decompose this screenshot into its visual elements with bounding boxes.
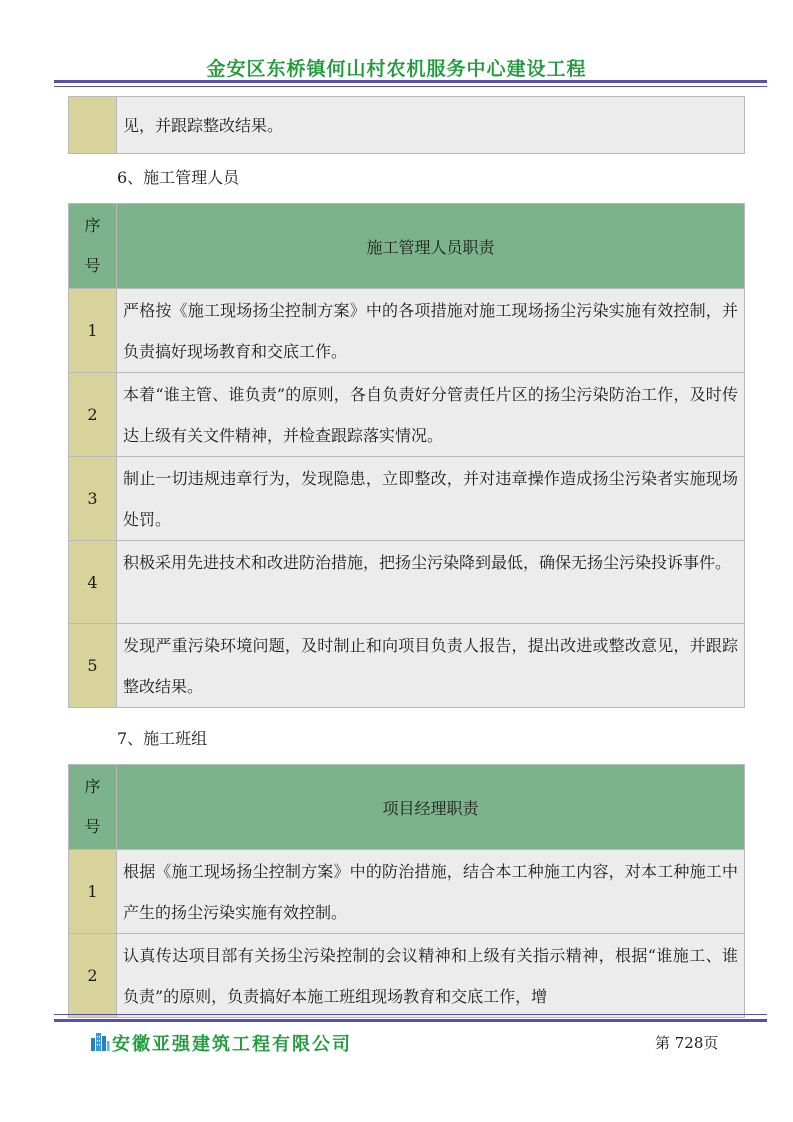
header-number-char-1: 序 — [84, 216, 101, 235]
building-logo-icon — [90, 1030, 110, 1052]
table-row — [69, 541, 745, 624]
header-rule-thick — [54, 80, 767, 83]
row-text: 根据《施工现场扬尘控制方案》中的防治措施，结合本工种施工内容，对本工种施工中产生的扬尘污染实施有效控制。 — [117, 850, 745, 934]
header-number-cell — [69, 765, 117, 850]
footer-company-name: 安徽亚强建筑工程有限公司 — [112, 1034, 352, 1055]
table-row — [69, 457, 745, 541]
header-title-cell: 项目经理职责 — [117, 765, 745, 850]
section-heading-6: 6、施工管理人员 — [117, 168, 240, 187]
row-number: 2 — [69, 373, 117, 457]
row-number: 1 — [69, 850, 117, 934]
header-number-char-1: 序 — [84, 777, 101, 796]
row-text: 积极采用先进技术和改进防治措施，把扬尘污染降到最低，确保无扬尘污染投诉事件。 — [117, 541, 745, 624]
row-text: 制止一切违规违章行为，发现隐患，立即整改，并对违章操作造成扬尘污染者实施现场处罚。 — [117, 457, 745, 541]
row-text: 发现严重污染环境问题，及时制止和向项目负责人报告，提出改进或整改意见，并跟踪整改结果。 — [117, 624, 745, 708]
table-header-row — [69, 204, 745, 289]
table-row — [69, 624, 745, 708]
management-duties-table — [68, 203, 745, 708]
table-row — [69, 850, 745, 934]
row-number: 3 — [69, 457, 117, 541]
table-row — [69, 289, 745, 373]
header-number-cell — [69, 204, 117, 289]
header-number-char-2: 号 — [84, 817, 101, 836]
table-row — [69, 373, 745, 457]
footer-rule-thin — [54, 1014, 767, 1015]
footer-page-number: 第 728页 — [655, 1034, 719, 1052]
row-text: 本着“谁主管、谁负责”的原则，各自负责好分管责任片区的扬尘污染防治工作，及时传达上级有关文件精神，并检查跟踪落实情况。 — [117, 373, 745, 457]
row-text: 认真传达项目部有关扬尘污染控制的会议精神和上级有关指示精神，根据“谁施工、谁负责”的原则，负责搞好本施工班组现场教育和交底工作，增 — [117, 934, 745, 1018]
row-number — [69, 97, 117, 154]
table-row — [69, 97, 745, 154]
page-header-title: 金安区东桥镇何山村农机服务中心建设工程 — [206, 58, 587, 80]
header-title-cell: 施工管理人员职责 — [117, 204, 745, 289]
row-number: 2 — [69, 934, 117, 1018]
continuation-table — [68, 96, 745, 154]
table-header-row — [69, 765, 745, 850]
section-heading-7: 7、施工班组 — [117, 729, 208, 748]
header-rule-thin — [54, 86, 767, 87]
team-duties-table — [68, 764, 745, 1018]
row-number: 1 — [69, 289, 117, 373]
row-text: 严格按《施工现场扬尘控制方案》中的各项措施对施工现场扬尘污染实施有效控制，并负责搞好现场教育和交底工作。 — [117, 289, 745, 373]
row-number: 5 — [69, 624, 117, 708]
row-text: 见，并跟踪整改结果。 — [117, 97, 745, 154]
table-row — [69, 934, 745, 1018]
header-number-char-2: 号 — [84, 256, 101, 275]
row-number: 4 — [69, 541, 117, 624]
footer-rule-thick — [54, 1019, 767, 1022]
